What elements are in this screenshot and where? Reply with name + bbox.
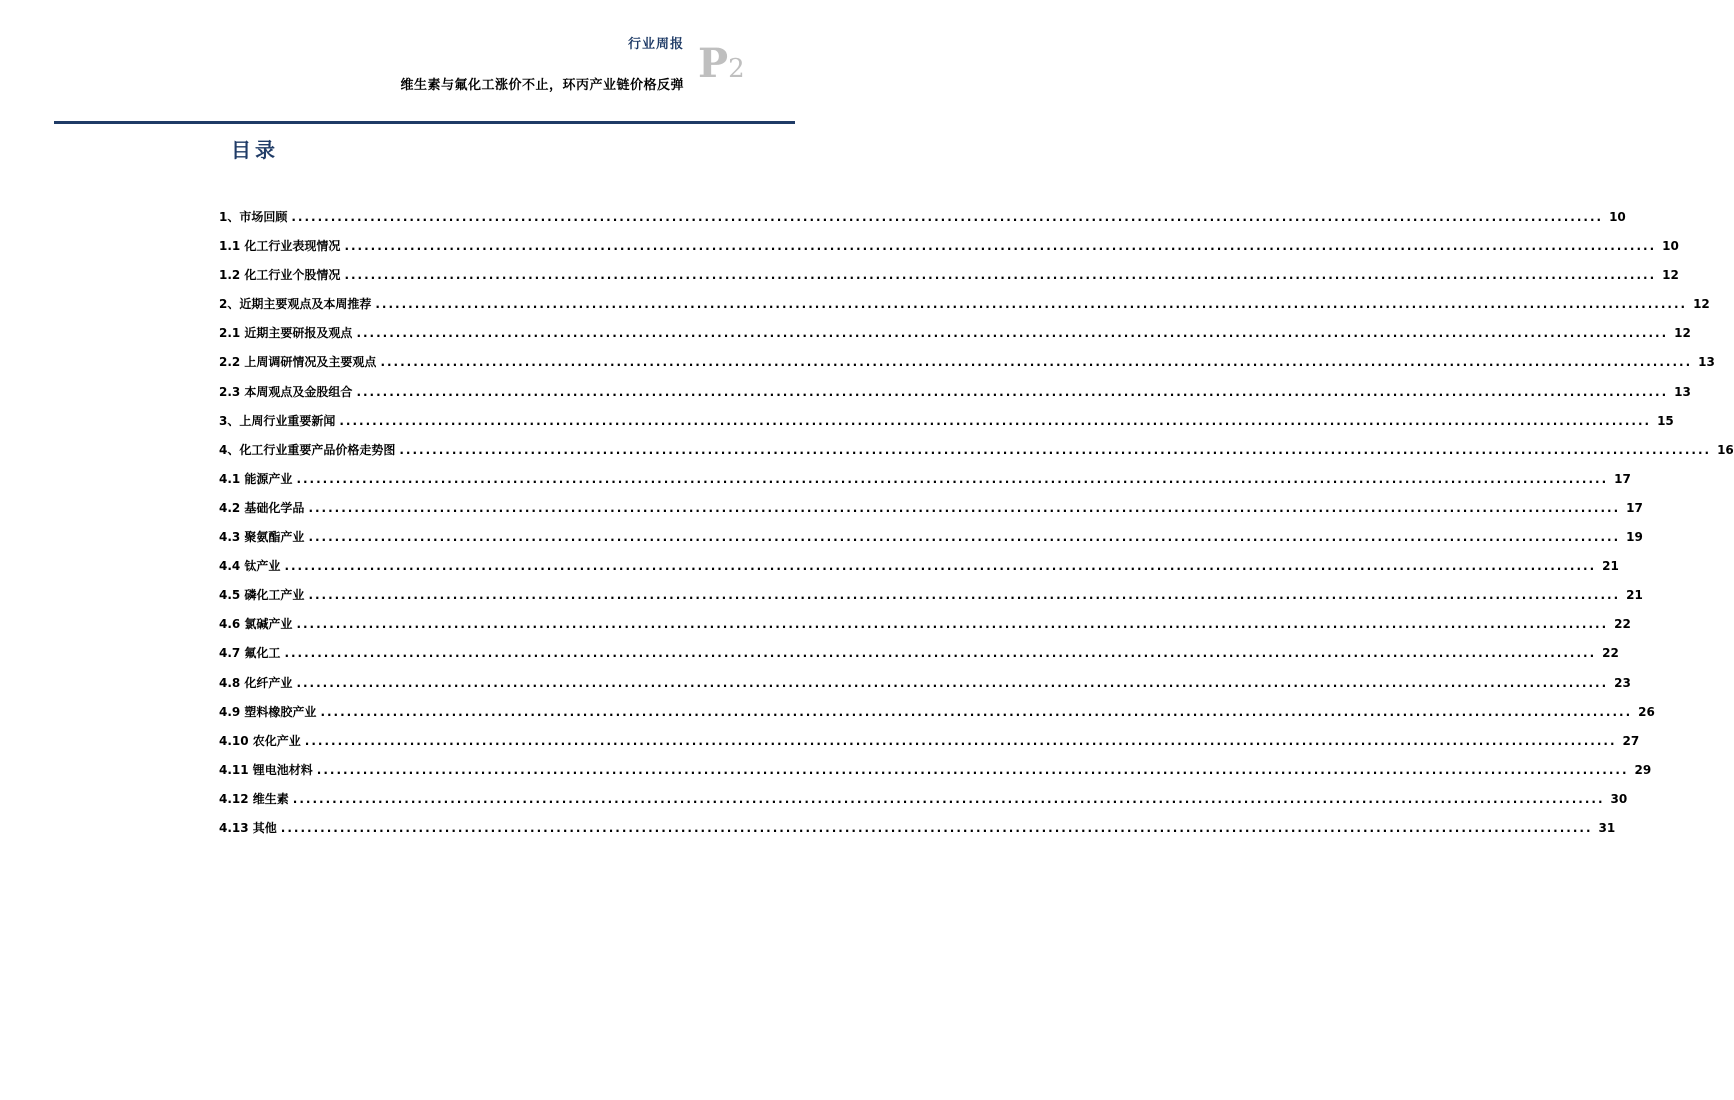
- toc-leader-dots: ........................................................................................................................................................................................................: [344, 268, 1657, 283]
- toc-entry-label: 4.13 其他: [219, 820, 277, 835]
- toc-entry-page: 10: [1662, 239, 1679, 254]
- toc-entry[interactable]: [219, 441, 1734, 470]
- toc-entry[interactable]: [219, 644, 1619, 673]
- toc-leader-dots: ........................................................................................................................................................................................................: [339, 413, 1652, 428]
- toc-entry-page: 21: [1602, 559, 1619, 574]
- toc-entry-label: 1.1 化工行业表现情况: [219, 239, 341, 254]
- toc-entry[interactable]: [219, 353, 1715, 382]
- report-subtitle: 维生素与氟化工涨价不止，环丙产业链价格反弹: [400, 78, 684, 93]
- toc-entry-page: 13: [1698, 355, 1715, 370]
- toc-entry-label: 2.3 本周观点及金股组合: [219, 384, 353, 399]
- toc-entry[interactable]: [219, 324, 1691, 353]
- toc-entry-page: 23: [1614, 675, 1631, 690]
- toc-leader-dots: ........................................................................................................................................................................................................: [308, 588, 1621, 603]
- toc-entry[interactable]: [219, 412, 1674, 441]
- toc-entry-label: 4.2 基础化学品: [219, 500, 305, 515]
- toc-entry-label: 4.3 聚氨酯产业: [219, 530, 305, 545]
- page-number-badge: [698, 40, 745, 87]
- toc-entry-page: 12: [1674, 326, 1691, 341]
- toc-entry-page: 19: [1626, 530, 1643, 545]
- toc-entry[interactable]: [219, 557, 1619, 586]
- toc-entry-page: 17: [1614, 471, 1631, 486]
- toc-entry[interactable]: [219, 790, 1628, 819]
- toc-leader-dots: ........................................................................................................................................................................................................: [356, 384, 1669, 399]
- toc-leader-dots: ........................................................................................................................................................................................................: [296, 675, 1609, 690]
- toc-entry-label: 4.5 磷化工产业: [219, 588, 305, 603]
- toc-entry[interactable]: [219, 266, 1679, 295]
- toc-entry[interactable]: [219, 383, 1691, 412]
- toc-entry-page: 15: [1657, 413, 1674, 428]
- toc-entry[interactable]: [219, 499, 1643, 528]
- toc-entry[interactable]: [219, 586, 1643, 615]
- toc-leader-dots: ........................................................................................................................................................................................................: [316, 762, 1629, 777]
- toc-leader-dots: ........................................................................................................................................................................................................: [344, 239, 1657, 254]
- toc-entry-page: 16: [1717, 442, 1734, 457]
- toc-entry-page: 26: [1638, 704, 1655, 719]
- toc-leader-dots: ........................................................................................................................................................................................................: [280, 820, 1593, 835]
- toc-entry-page: 21: [1626, 588, 1643, 603]
- header-rule: [54, 121, 795, 124]
- toc-entry-page: 22: [1602, 646, 1619, 661]
- toc-entry-page: 30: [1610, 791, 1628, 806]
- toc-entry-label: 4.7 氟化工: [219, 646, 281, 661]
- toc-entry-label: 4、化工行业重要产品价格走势图: [219, 442, 396, 457]
- toc-entry-label: 4.10 农化产业: [219, 733, 301, 748]
- toc-entry[interactable]: [219, 470, 1631, 499]
- toc-entry[interactable]: [219, 237, 1679, 266]
- toc-entry-label: 4.9 塑料橡胶产业: [219, 704, 317, 719]
- toc-entry[interactable]: [219, 761, 1652, 790]
- toc-entry-page: 22: [1614, 617, 1631, 632]
- page-number: 2: [728, 54, 745, 84]
- toc-entry-page: 12: [1693, 297, 1710, 312]
- toc-entry-page: 17: [1626, 500, 1643, 515]
- toc-entry-page: 12: [1662, 268, 1679, 283]
- toc-entry-label: 4.8 化纤产业: [219, 675, 293, 690]
- toc-leader-dots: ........................................................................................................................................................................................................: [284, 646, 1597, 661]
- toc-leader-dots: ........................................................................................................................................................................................................: [296, 617, 1609, 632]
- toc-leader-dots: ........................................................................................................................................................................................................: [356, 326, 1669, 341]
- page-prefix: P: [698, 40, 729, 87]
- toc-leader-dots: ........................................................................................................................................................................................................: [291, 210, 1604, 224]
- table-of-contents: [219, 208, 1734, 848]
- toc-leader-dots: ........................................................................................................................................................................................................: [292, 791, 1605, 806]
- toc-entry-label: 4.4 钛产业: [219, 559, 281, 574]
- toc-entry[interactable]: [219, 208, 1626, 237]
- toc-entry-label: 3、上周行业重要新闻: [219, 413, 336, 428]
- toc-entry[interactable]: [219, 615, 1631, 644]
- toc-entry-label: 2.2 上周调研情况及主要观点: [219, 355, 377, 370]
- toc-entry[interactable]: [219, 295, 1710, 324]
- toc-entry[interactable]: [219, 819, 1616, 848]
- toc-leader-dots: ........................................................................................................................................................................................................: [304, 733, 1617, 748]
- toc-leader-dots: ........................................................................................................................................................................................................: [320, 704, 1633, 719]
- toc-entry-page: 27: [1622, 733, 1640, 748]
- toc-title: 目录: [231, 138, 279, 162]
- toc-entry-label: 4.1 能源产业: [219, 471, 293, 486]
- toc-entry-label: 4.6 氯碱产业: [219, 617, 293, 632]
- toc-entry[interactable]: [219, 703, 1655, 732]
- toc-entry-label: 4.11 锂电池材料: [219, 762, 313, 777]
- toc-entry-label: 1、市场回顾: [219, 210, 288, 224]
- toc-entry-label: 1.2 化工行业个股情况: [219, 268, 341, 283]
- toc-entry-label: 2、近期主要观点及本周推荐: [219, 297, 372, 312]
- toc-entry-label: 2.1 近期主要研报及观点: [219, 326, 353, 341]
- toc-leader-dots: ........................................................................................................................................................................................................: [296, 471, 1609, 486]
- toc-leader-dots: ........................................................................................................................................................................................................: [284, 559, 1597, 574]
- toc-entry[interactable]: [219, 674, 1631, 703]
- toc-leader-dots: ........................................................................................................................................................................................................: [375, 297, 1688, 312]
- toc-leader-dots: ........................................................................................................................................................................................................: [380, 355, 1693, 370]
- toc-entry[interactable]: [219, 528, 1643, 557]
- report-type-label: 行业周报: [627, 37, 684, 52]
- toc-leader-dots: ........................................................................................................................................................................................................: [399, 442, 1712, 457]
- toc-entry[interactable]: [219, 732, 1640, 761]
- toc-entry-page: 10: [1609, 210, 1626, 224]
- toc-entry-label: 4.12 维生素: [219, 791, 289, 806]
- toc-entry-page: 29: [1634, 762, 1652, 777]
- toc-entry-page: 31: [1598, 820, 1616, 835]
- toc-leader-dots: ........................................................................................................................................................................................................: [308, 500, 1621, 515]
- toc-entry-page: 13: [1674, 384, 1691, 399]
- toc-leader-dots: ........................................................................................................................................................................................................: [308, 530, 1621, 545]
